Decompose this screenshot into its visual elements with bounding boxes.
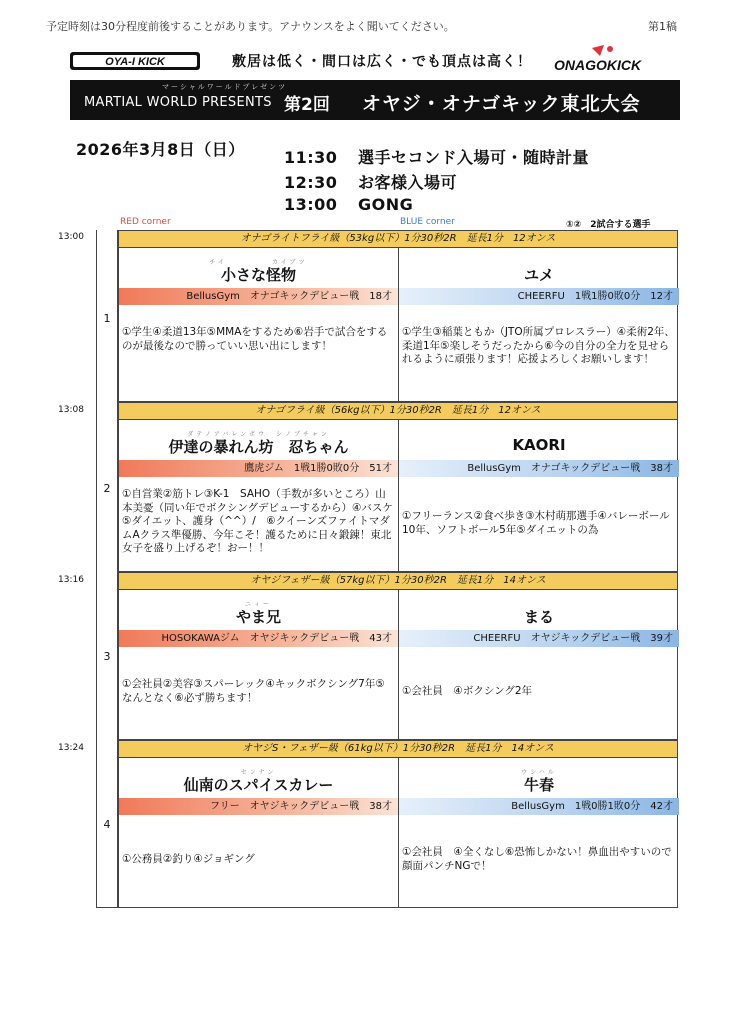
- fighter-name: 牛春: [523, 776, 554, 794]
- fighter-comment: ①公務員②釣り④ジョギング: [122, 853, 255, 865]
- draft-label: 第1稿: [648, 20, 677, 33]
- fighter-info-bar: フリー オヤジキックデビュー戦 38才: [119, 798, 398, 815]
- fighter-info-bar: CHEERFU 1戦1勝0敗0分 12才: [399, 288, 679, 305]
- fighter-name-ruby: ダテノアバレンボウ シノブチャン: [187, 431, 330, 438]
- schedule-row: [284, 195, 413, 214]
- division-header: オヤジS・フェザー級（61kg以下）1分30秒2R 延長1分 14オンス: [119, 741, 677, 758]
- bout-start-time: 13:08: [58, 405, 84, 415]
- division-header: オナゴフライ級（56kg以下）1分30秒2R 延長1分 12オンス: [119, 403, 677, 420]
- schedule-time: 12:30: [284, 173, 338, 192]
- division-header: オナゴライトフライ級（53kg以下）1分30秒2R 延長1分 12オンス: [119, 231, 677, 248]
- blue-corner-label: BLUE corner: [400, 217, 455, 227]
- blue-corner-fighter: [399, 420, 679, 571]
- schedule-notice: 予定時刻は30分程度前後することがあります。アナウンスをよく聞いてください。: [46, 20, 455, 33]
- fighter-comment: ①学生③稲葉ともか（JTO所属プロレスラー）④柔術2年、柔道1年⑤楽しそうだったから⑥今の自分の全力を見せられるように頑張ります！応援よろしくお願いします！: [402, 326, 675, 365]
- fighter-name: ユメ: [523, 266, 554, 284]
- banner-ruby: マーシャルワールドプレゼンツ: [162, 83, 288, 91]
- fighter-name-ruby: ウシハル: [521, 769, 557, 776]
- fighter-name: まる: [523, 608, 554, 626]
- fighter-comment: ①自営業②筋トレ③K-1 SAHO（手数が多いところ）山本美憂（同い年でボクシングデビューするから）④バスケ ⑤ダイエット、護身（^^）/ ⑥クイーンズファイトマダムAクラス準優勝、今年こそ！護るために日々鍛錬！東北女子を盛り上げるぞ！おー！！: [122, 488, 404, 554]
- bout-start-time: 13:24: [58, 743, 84, 753]
- fighter-name-ruby: チイ カイブツ: [209, 259, 308, 266]
- schedule-time: 11:30: [284, 148, 338, 167]
- fighter-name: 仙南のスパイスカレー: [183, 776, 334, 794]
- red-corner-fighter: [119, 248, 399, 401]
- bout-card: [118, 572, 678, 740]
- bout-number: 1: [103, 312, 111, 325]
- bout-number-column: [96, 230, 118, 908]
- fighter-name: KAORI: [512, 436, 566, 454]
- bout-number: 2: [103, 482, 111, 495]
- red-corner-fighter: [119, 420, 404, 571]
- fighter-info-bar: BellusGym 1戦0勝1敗0分 42才: [399, 798, 679, 815]
- fighter-info-bar: BellusGym オナゴキックデビュー戦 18才: [119, 288, 398, 305]
- red-corner-fighter: [119, 590, 399, 739]
- fighter-comment: ①フリーランス②食べ歩き③木村萌那選手④バレーボール10年、ソフトボール5年⑤ダイエットの為: [402, 510, 670, 536]
- onago-kick-logo: [552, 44, 672, 74]
- edition-label: 第2回: [284, 95, 330, 115]
- presents-label: MARTIAL WORLD PRESENTS: [84, 95, 272, 110]
- fighter-info-bar: 鷹虎ジム 1戦1勝0敗0分 51才: [119, 460, 398, 477]
- fighter-info-bar: CHEERFU オヤジキックデビュー戦 39才: [399, 630, 679, 647]
- blue-corner-fighter: [399, 590, 679, 739]
- fighter-name: 小さな怪物: [220, 266, 296, 284]
- bout-card: [118, 402, 678, 572]
- red-corner-label: RED corner: [120, 217, 171, 227]
- event-title: オヤジ・オナゴキック東北大会: [362, 93, 641, 115]
- fighter-name-ruby: センナン: [240, 769, 277, 776]
- oyaji-kick-logo: [70, 50, 200, 72]
- schedule-label: 選手セコンド入場可・随時計量: [358, 148, 590, 167]
- fighter-comment: ①会社員 ④全くなし⑥恐怖しかない！鼻血出やすいので顔面パンチNGで！: [402, 846, 672, 872]
- svg-text:OYA-I KICK: OYA-I KICK: [105, 56, 165, 68]
- division-header: オヤジフェザー級（57kg以下）1分30秒2R 延長1分 14オンス: [119, 573, 677, 590]
- schedule-label: GONG: [358, 195, 414, 214]
- blue-corner-fighter: [399, 758, 679, 907]
- event-banner: [70, 80, 680, 120]
- schedule-label: お客様入場可: [358, 173, 458, 192]
- fighter-name-ruby: ニィー: [244, 601, 272, 608]
- event-date: 2026年3月8日（日）: [76, 140, 245, 159]
- fighter-name: やま兄: [235, 608, 281, 626]
- blue-corner-fighter: [399, 248, 679, 401]
- schedule-row: [284, 145, 589, 168]
- svg-text:ONAGOKICK: ONAGOKICK: [554, 57, 642, 73]
- fighter-comment: ①学生④柔道13年⑤MMAをするため⑥岩手で試合をするのが最後なので勝っていい思い出にします！: [122, 326, 388, 352]
- bout-number: 4: [103, 818, 111, 831]
- fighter-comment: ①会社員 ④ボクシング2年: [402, 685, 533, 697]
- fighter-info-bar: BellusGym オナゴキックデビュー戦 38才: [399, 460, 679, 477]
- fighter-name: 伊達の暴れん坊 忍ちゃん: [168, 438, 349, 456]
- schedule-time: 13:00: [284, 195, 338, 214]
- bout-start-time: 13:00: [58, 232, 84, 242]
- fighter-info-bar: HOSOKAWAジム オヤジキックデビュー戦 43才: [119, 630, 398, 647]
- fighter-comment: ①会社員②美容③スパーレック④キックボクシング7年⑤なんとなく⑥必ず勝ちます！: [122, 678, 385, 704]
- bout-number: 3: [103, 650, 111, 663]
- double-bout-legend: ①② 2試合する選手: [566, 220, 651, 230]
- bout-card: [118, 740, 678, 908]
- event-tagline: 敷居は低く・間口は広く・でも頂点は高く！: [232, 54, 532, 70]
- bout-card: [118, 230, 678, 402]
- red-corner-fighter: [119, 758, 399, 907]
- schedule-row: [284, 170, 457, 193]
- bout-start-time: 13:16: [58, 575, 84, 585]
